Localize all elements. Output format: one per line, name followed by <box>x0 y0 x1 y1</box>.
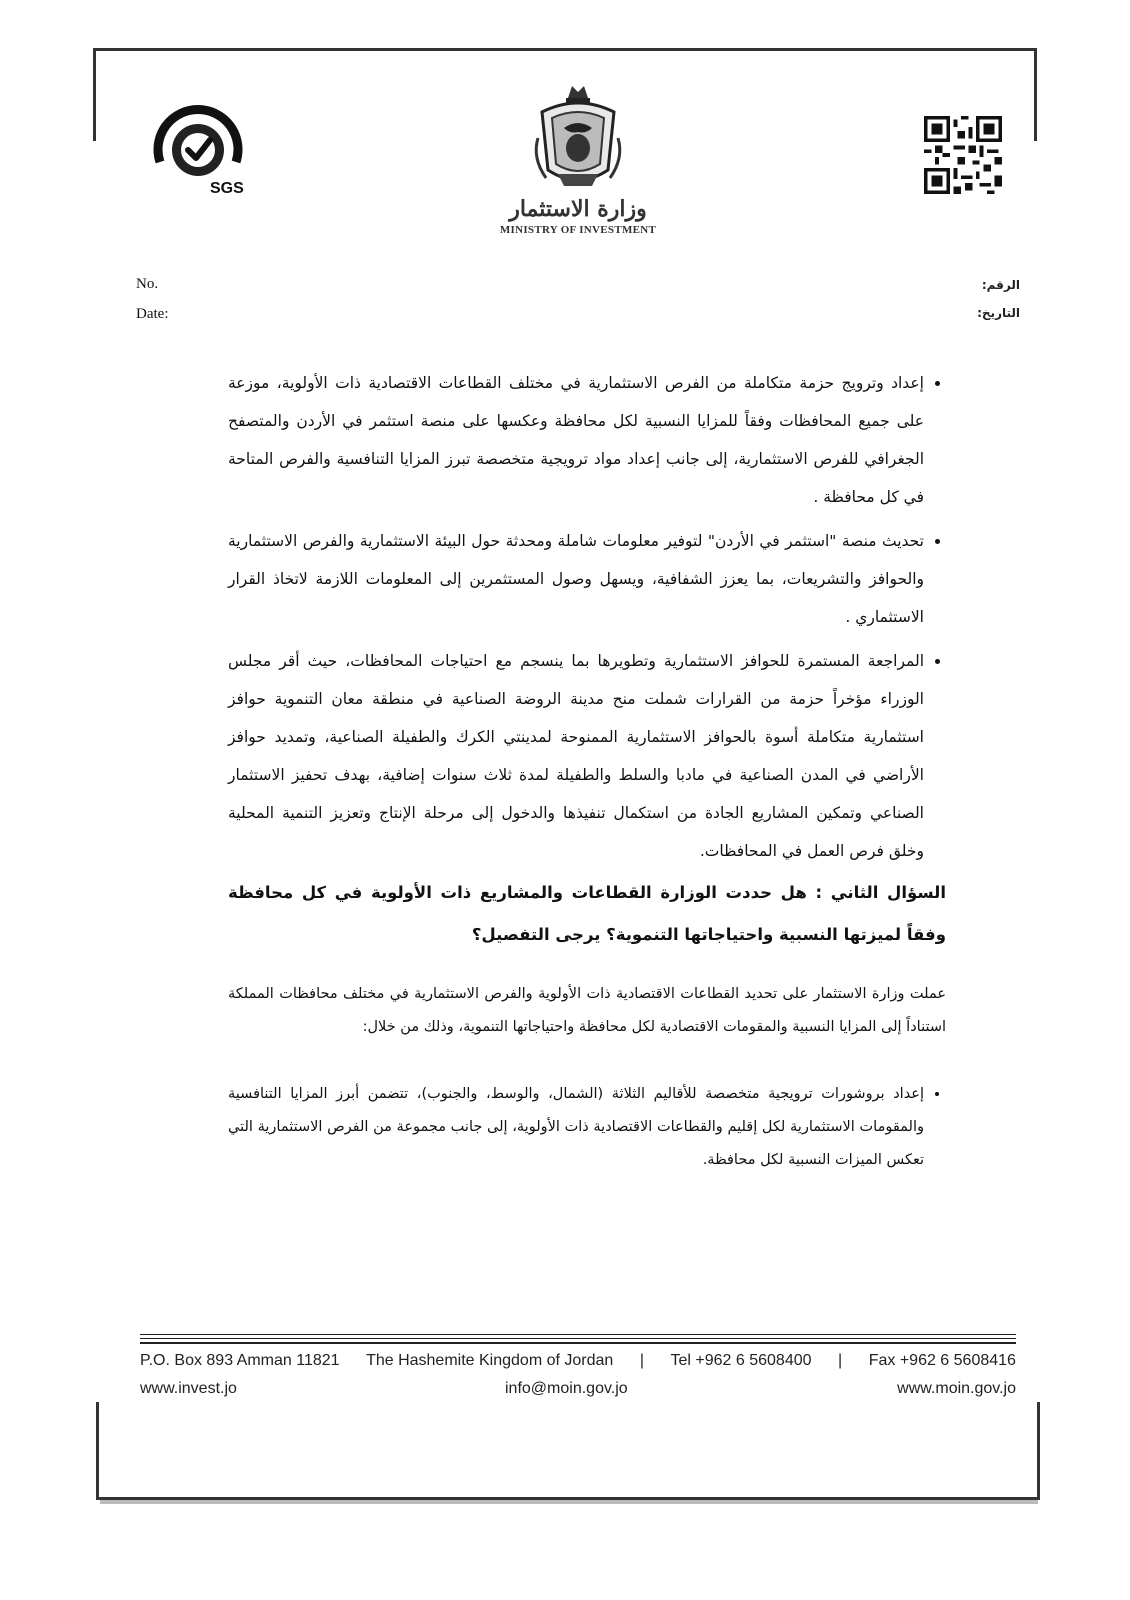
bullet-section-bottom <box>228 1078 946 1183</box>
page-frame-shadow <box>100 1500 1038 1504</box>
ministry-name-english: MINISTRY OF INVESTMENT <box>499 224 657 236</box>
footer-tel: Tel +962 6 5608400 <box>670 1352 812 1369</box>
footer-website-invest[interactable]: www.invest.jo <box>140 1380 237 1397</box>
sgs-label: SGS <box>210 180 244 197</box>
list-item: • المراجعة المستمرة للحوافز الاستثمارية وتطويرها بما ينسجم مع احتياجات المحافظات، حيث أقر مجلس الوزراء مؤخراً حزمة من القرارات شملت منح مدينة الروضة الصناعية في منطقة معان التنموية حوافز استثمارية متكاملة أسوة بالحوافز الاستثمارية الممنوحة لمدينتي الكرك والطفيلة الصناعية، وتمديد حوافز الأراضي في المدن الصناعية في مادبا والسلط والطفيلة لمدة ثلاث سنوات إضافية، بهدف تحفيز الاستثمار الصناعي وتمكين المشاريع الجادة من استكمال تنفيذها والدخول إلى مرحلة الإنتاج وتعزيز التنمية المحلية وخلق فرص العمل في المحافظات. <box>228 642 924 870</box>
footer-fax: Fax +962 6 5608416 <box>868 1352 1016 1369</box>
bullet-list-top <box>228 364 946 870</box>
question-heading: السؤال الثاني : هل حددت الوزارة القطاعات والمشاريع ذات الأولوية في كل محافظة وفقاً لميزتها النسبية واحتياجاتها التنموية؟ يرجى التفصيل؟ <box>228 883 946 944</box>
footer-email[interactable]: info@moin.gov.jo <box>505 1380 628 1397</box>
footer-divider <box>140 1334 1016 1335</box>
sgs-certification-logo <box>148 100 248 200</box>
footer-website-moin[interactable]: www.moin.gov.jo <box>897 1380 1016 1397</box>
qr-code-icon <box>924 116 1002 194</box>
jordan-coat-of-arms-icon <box>528 78 628 196</box>
number-label-arabic: الرقم: <box>981 278 1020 292</box>
answer-intro-paragraph: عملت وزارة الاستثمار على تحديد القطاعات الاقتصادية ذات الأولوية والفرص الاستثمارية في مختلف محافظات المملكة استناداً إلى المزايا النسبية والمقومات الاقتصادية لكل محافظة واحتياجاتها التنموية، وذلك من خلال: <box>228 986 946 1035</box>
date-label-arabic: التاريخ: <box>977 306 1020 320</box>
list-item: • إعداد بروشورات ترويجية متخصصة للأقاليم الثلاثة (الشمال، والوسط، والجنوب)، تتضمن أبرز المزايا التنافسية والمقومات الاستثمارية لكل إقليم والقطاعات الاقتصادية ذات الأولوية، إلى جانب مجموعة من الفرص الاستثمارية التي تعكس الميزات النسبية لكل محافظة. <box>228 1078 924 1177</box>
number-label: No. <box>136 276 159 292</box>
ministry-name-arabic: وزارة الاستثمار <box>509 196 647 222</box>
page-frame-bottom <box>96 1402 1040 1500</box>
footer-country: The Hashemite Kingdom of Jordan <box>366 1352 614 1369</box>
footer-address: P.O. Box 893 Amman 11821 <box>140 1352 340 1369</box>
footer-divider <box>140 1338 1016 1339</box>
list-item: • تحديث منصة "استثمر في الأردن" لتوفير معلومات شاملة ومحدثة حول البيئة الاستثمارية والفرص الاستثمارية والحوافز والتشريعات، بما يعزز الشفافية، ويسهل وصول المستثمرين إلى المعلومات اللازمة لاتخاذ القرار الاستثماري . <box>228 522 924 636</box>
footer-separator: | <box>639 1352 644 1369</box>
bullet-section-top <box>228 364 946 876</box>
footer-contact-row <box>140 1352 1016 1370</box>
date-label: Date: <box>136 306 169 322</box>
bullet-list-bottom <box>228 1078 946 1177</box>
footer-divider <box>140 1342 1016 1344</box>
list-item: • إعداد وترويج حزمة متكاملة من الفرص الاستثمارية في مختلف القطاعات الاقتصادية ذات الأولوية، موزعة على جميع المحافظات وفقاً للمزايا النسبية لكل محافظة وعكسها على منصة استثمر في الأردن والمتصفح الجغرافي للفرص الاستثمارية، إلى جانب إعداد مواد ترويجية متخصصة تبرز المزايا التنافسية والفرص المتاحة في كل محافظة . <box>228 364 924 516</box>
footer-separator: | <box>838 1352 843 1369</box>
